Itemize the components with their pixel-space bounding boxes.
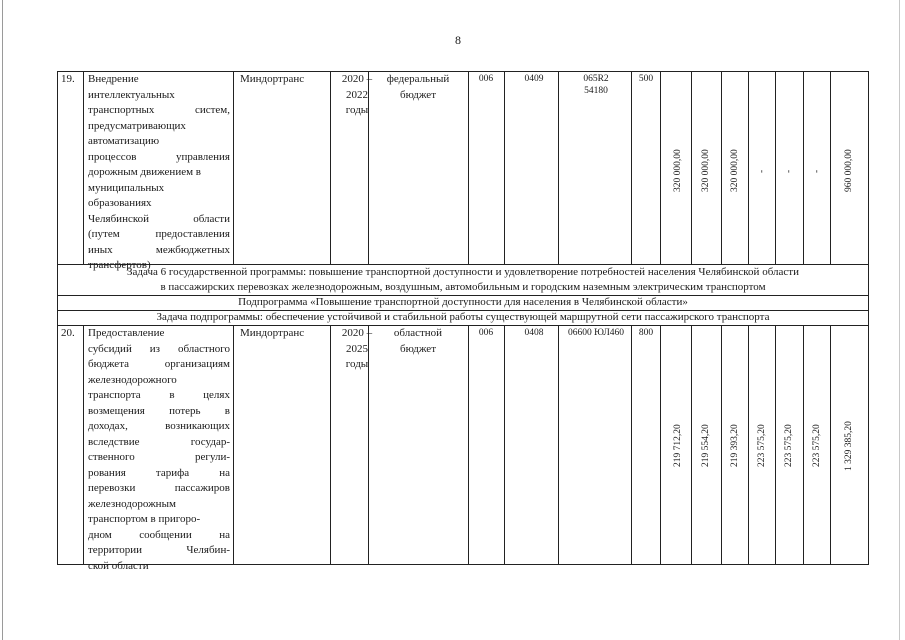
description-line bbox=[88, 196, 230, 212]
description-word: вследствие bbox=[88, 435, 140, 448]
description-word: регули- bbox=[195, 451, 230, 463]
description-word: на bbox=[219, 528, 230, 541]
description-word: автоматизацию bbox=[88, 135, 160, 147]
description-word: субсидий bbox=[88, 342, 132, 355]
amount-cell: 219 393,20 bbox=[730, 424, 740, 468]
grbs-code: 006 bbox=[478, 74, 494, 84]
table-rule bbox=[83, 71, 84, 264]
description-line bbox=[88, 512, 230, 528]
rzpr-code: 0408 bbox=[524, 328, 544, 338]
table-rule bbox=[504, 71, 505, 264]
description-word: образованиях bbox=[88, 197, 152, 209]
amount-cell: - bbox=[757, 169, 767, 173]
table-rule bbox=[775, 71, 776, 264]
description-word: дорожным движением в bbox=[88, 166, 201, 178]
description-word: железнодорожным bbox=[88, 497, 176, 510]
table-rule bbox=[803, 71, 804, 264]
description-word: транспорта bbox=[88, 389, 141, 401]
description-word: потерь bbox=[169, 404, 201, 417]
executor: Миндортранс bbox=[240, 73, 305, 85]
description-word: области bbox=[193, 212, 230, 225]
description-line bbox=[88, 528, 230, 544]
table-rule bbox=[748, 71, 749, 264]
description-word: ской области bbox=[88, 559, 149, 572]
description-line bbox=[88, 72, 230, 88]
subprogram-heading: Подпрограмма «Повышение транспортной доступности для населения в Челябинской области» bbox=[238, 296, 688, 308]
description-word: предусматривающих bbox=[88, 119, 186, 132]
description-word: транспортных bbox=[88, 104, 155, 116]
table-rule bbox=[691, 71, 692, 264]
amount-cell: - bbox=[812, 169, 822, 173]
description-word: сообщении bbox=[139, 528, 192, 541]
description-line bbox=[88, 419, 230, 435]
description-line bbox=[88, 481, 230, 497]
description-word: систем, bbox=[194, 104, 230, 116]
amount-cell: 960 000,00 bbox=[844, 149, 854, 193]
amount-cell: - bbox=[784, 169, 794, 173]
table-rule bbox=[504, 325, 505, 564]
csr-code: 06600 ЮЛ460 bbox=[567, 328, 625, 338]
description-word: Предоставление bbox=[88, 327, 165, 339]
description-word: железнодорожного bbox=[88, 373, 177, 386]
table-rule bbox=[558, 71, 559, 264]
amount-cell: 320 000,00 bbox=[701, 149, 711, 193]
description-line bbox=[88, 181, 230, 197]
task-heading: Задача 6 государственной программы: повышение транспортной доступности и удовлетворение потребностей населения Челябинской области в пассажирских перевозках железнодорожным, воздушным, автомобильным и городским наземным электрическим транспортом bbox=[127, 266, 799, 293]
scan-edge bbox=[899, 0, 900, 640]
description-word: возмещения bbox=[88, 404, 145, 417]
table-rule bbox=[830, 71, 831, 264]
table-rule bbox=[660, 71, 661, 264]
measure-description bbox=[88, 72, 230, 274]
description-word: организациям bbox=[164, 358, 230, 370]
description-line bbox=[88, 119, 230, 135]
table-rule bbox=[691, 325, 692, 564]
measure-description bbox=[88, 326, 230, 574]
description-word: муниципальных bbox=[88, 181, 165, 194]
description-word: Челябин- bbox=[186, 544, 230, 556]
description-word: областного bbox=[177, 342, 230, 355]
table-rule bbox=[721, 325, 722, 564]
row-number: 19. bbox=[61, 73, 75, 85]
description-word: перевозки bbox=[88, 482, 136, 494]
table-rule bbox=[83, 325, 84, 564]
description-word: пассажиров bbox=[174, 482, 230, 494]
row-number: 20. bbox=[61, 327, 75, 339]
csr-code: 065R2 54180 bbox=[583, 74, 609, 96]
table-rule bbox=[803, 325, 804, 564]
description-word: рования bbox=[88, 466, 126, 479]
table-rule bbox=[631, 71, 632, 264]
amount-cell: 223 575,20 bbox=[784, 424, 794, 468]
page-number: 8 bbox=[455, 33, 461, 47]
amount-cell: 223 575,20 bbox=[812, 424, 822, 468]
description-line bbox=[88, 134, 230, 150]
description-word: дном bbox=[88, 528, 112, 541]
program-table bbox=[57, 71, 869, 572]
table-rule bbox=[233, 325, 234, 564]
description-line bbox=[88, 342, 230, 358]
description-word: ственного bbox=[88, 451, 135, 463]
description-word: возникающих bbox=[165, 420, 230, 432]
description-word: территории bbox=[88, 544, 143, 556]
description-line bbox=[88, 543, 230, 559]
amount-cell: 1 329 385,20 bbox=[844, 421, 854, 471]
description-word: Челябинской bbox=[88, 212, 150, 225]
description-line bbox=[88, 326, 230, 342]
description-line bbox=[88, 373, 230, 389]
table-rule bbox=[233, 71, 234, 264]
description-line bbox=[88, 450, 230, 466]
period: 2020 – 2025 годы bbox=[341, 327, 373, 370]
description-word: тарифа bbox=[155, 466, 190, 479]
description-word: на bbox=[219, 466, 230, 479]
table-rule bbox=[748, 325, 749, 564]
table-rule bbox=[775, 325, 776, 564]
description-word: государ- bbox=[190, 435, 230, 448]
description-word: предоставления bbox=[155, 228, 230, 240]
description-word: в bbox=[224, 404, 230, 417]
grbs-code: 006 bbox=[478, 328, 494, 338]
description-word: из bbox=[149, 342, 161, 355]
funding-source: областной бюджет bbox=[393, 327, 443, 355]
description-line bbox=[88, 165, 230, 181]
vr-code: 500 bbox=[638, 74, 654, 84]
description-line bbox=[88, 227, 230, 243]
subprogram-task-heading: Задача подпрограммы: обеспечение устойчивой и стабильной работы существующей маршрутной сети пассажирского транспорта bbox=[156, 311, 770, 323]
description-line bbox=[88, 212, 230, 228]
description-line bbox=[88, 559, 230, 575]
table-rule bbox=[721, 71, 722, 264]
description-line bbox=[88, 404, 230, 420]
amount-cell: 219 554,20 bbox=[701, 424, 711, 468]
description-line bbox=[88, 357, 230, 373]
description-line bbox=[88, 103, 230, 119]
table-rule bbox=[468, 71, 469, 264]
table-rule bbox=[330, 71, 331, 264]
table-rule bbox=[57, 325, 58, 564]
description-word: Внедрение bbox=[88, 73, 139, 85]
description-word: транспортом в пригоро- bbox=[88, 513, 201, 525]
description-line bbox=[88, 435, 230, 451]
description-word: межбюджетных bbox=[155, 243, 230, 256]
table-rule bbox=[558, 325, 559, 564]
description-word: процессов bbox=[88, 150, 137, 163]
table-rule bbox=[660, 325, 661, 564]
table-rule bbox=[868, 325, 869, 564]
description-line bbox=[88, 466, 230, 482]
description-word: управления bbox=[175, 150, 230, 163]
table-rule bbox=[868, 71, 869, 264]
description-word: доходах, bbox=[88, 420, 128, 432]
funding-source: федеральный бюджет bbox=[386, 73, 450, 101]
rzpr-code: 0409 bbox=[524, 74, 544, 84]
amount-cell: 219 712,20 bbox=[673, 424, 683, 468]
executor: Миндортранс bbox=[240, 327, 305, 339]
amount-cell: 320 000,00 bbox=[673, 149, 683, 193]
description-line bbox=[88, 88, 230, 104]
description-word: иных bbox=[88, 243, 113, 256]
description-line bbox=[88, 388, 230, 404]
description-word: целях bbox=[203, 389, 230, 401]
description-word: (путем bbox=[88, 228, 120, 240]
table-rule bbox=[330, 325, 331, 564]
description-word: интеллектуальных bbox=[88, 88, 175, 101]
amount-cell: 223 575,20 bbox=[757, 424, 767, 468]
period: 2020 – 2022 годы bbox=[341, 73, 373, 116]
description-word: в bbox=[169, 389, 175, 401]
table-rule bbox=[830, 325, 831, 564]
scan-edge bbox=[2, 0, 3, 640]
table-rule bbox=[631, 325, 632, 564]
description-line bbox=[88, 497, 230, 513]
amount-cell: 320 000,00 bbox=[730, 149, 740, 193]
description-line bbox=[88, 150, 230, 166]
table-rule bbox=[57, 71, 58, 264]
vr-code: 800 bbox=[638, 328, 654, 338]
description-word: бюджета bbox=[88, 358, 130, 370]
description-line bbox=[88, 243, 230, 259]
table-rule bbox=[468, 325, 469, 564]
description-word: трансфертов) bbox=[88, 259, 151, 271]
